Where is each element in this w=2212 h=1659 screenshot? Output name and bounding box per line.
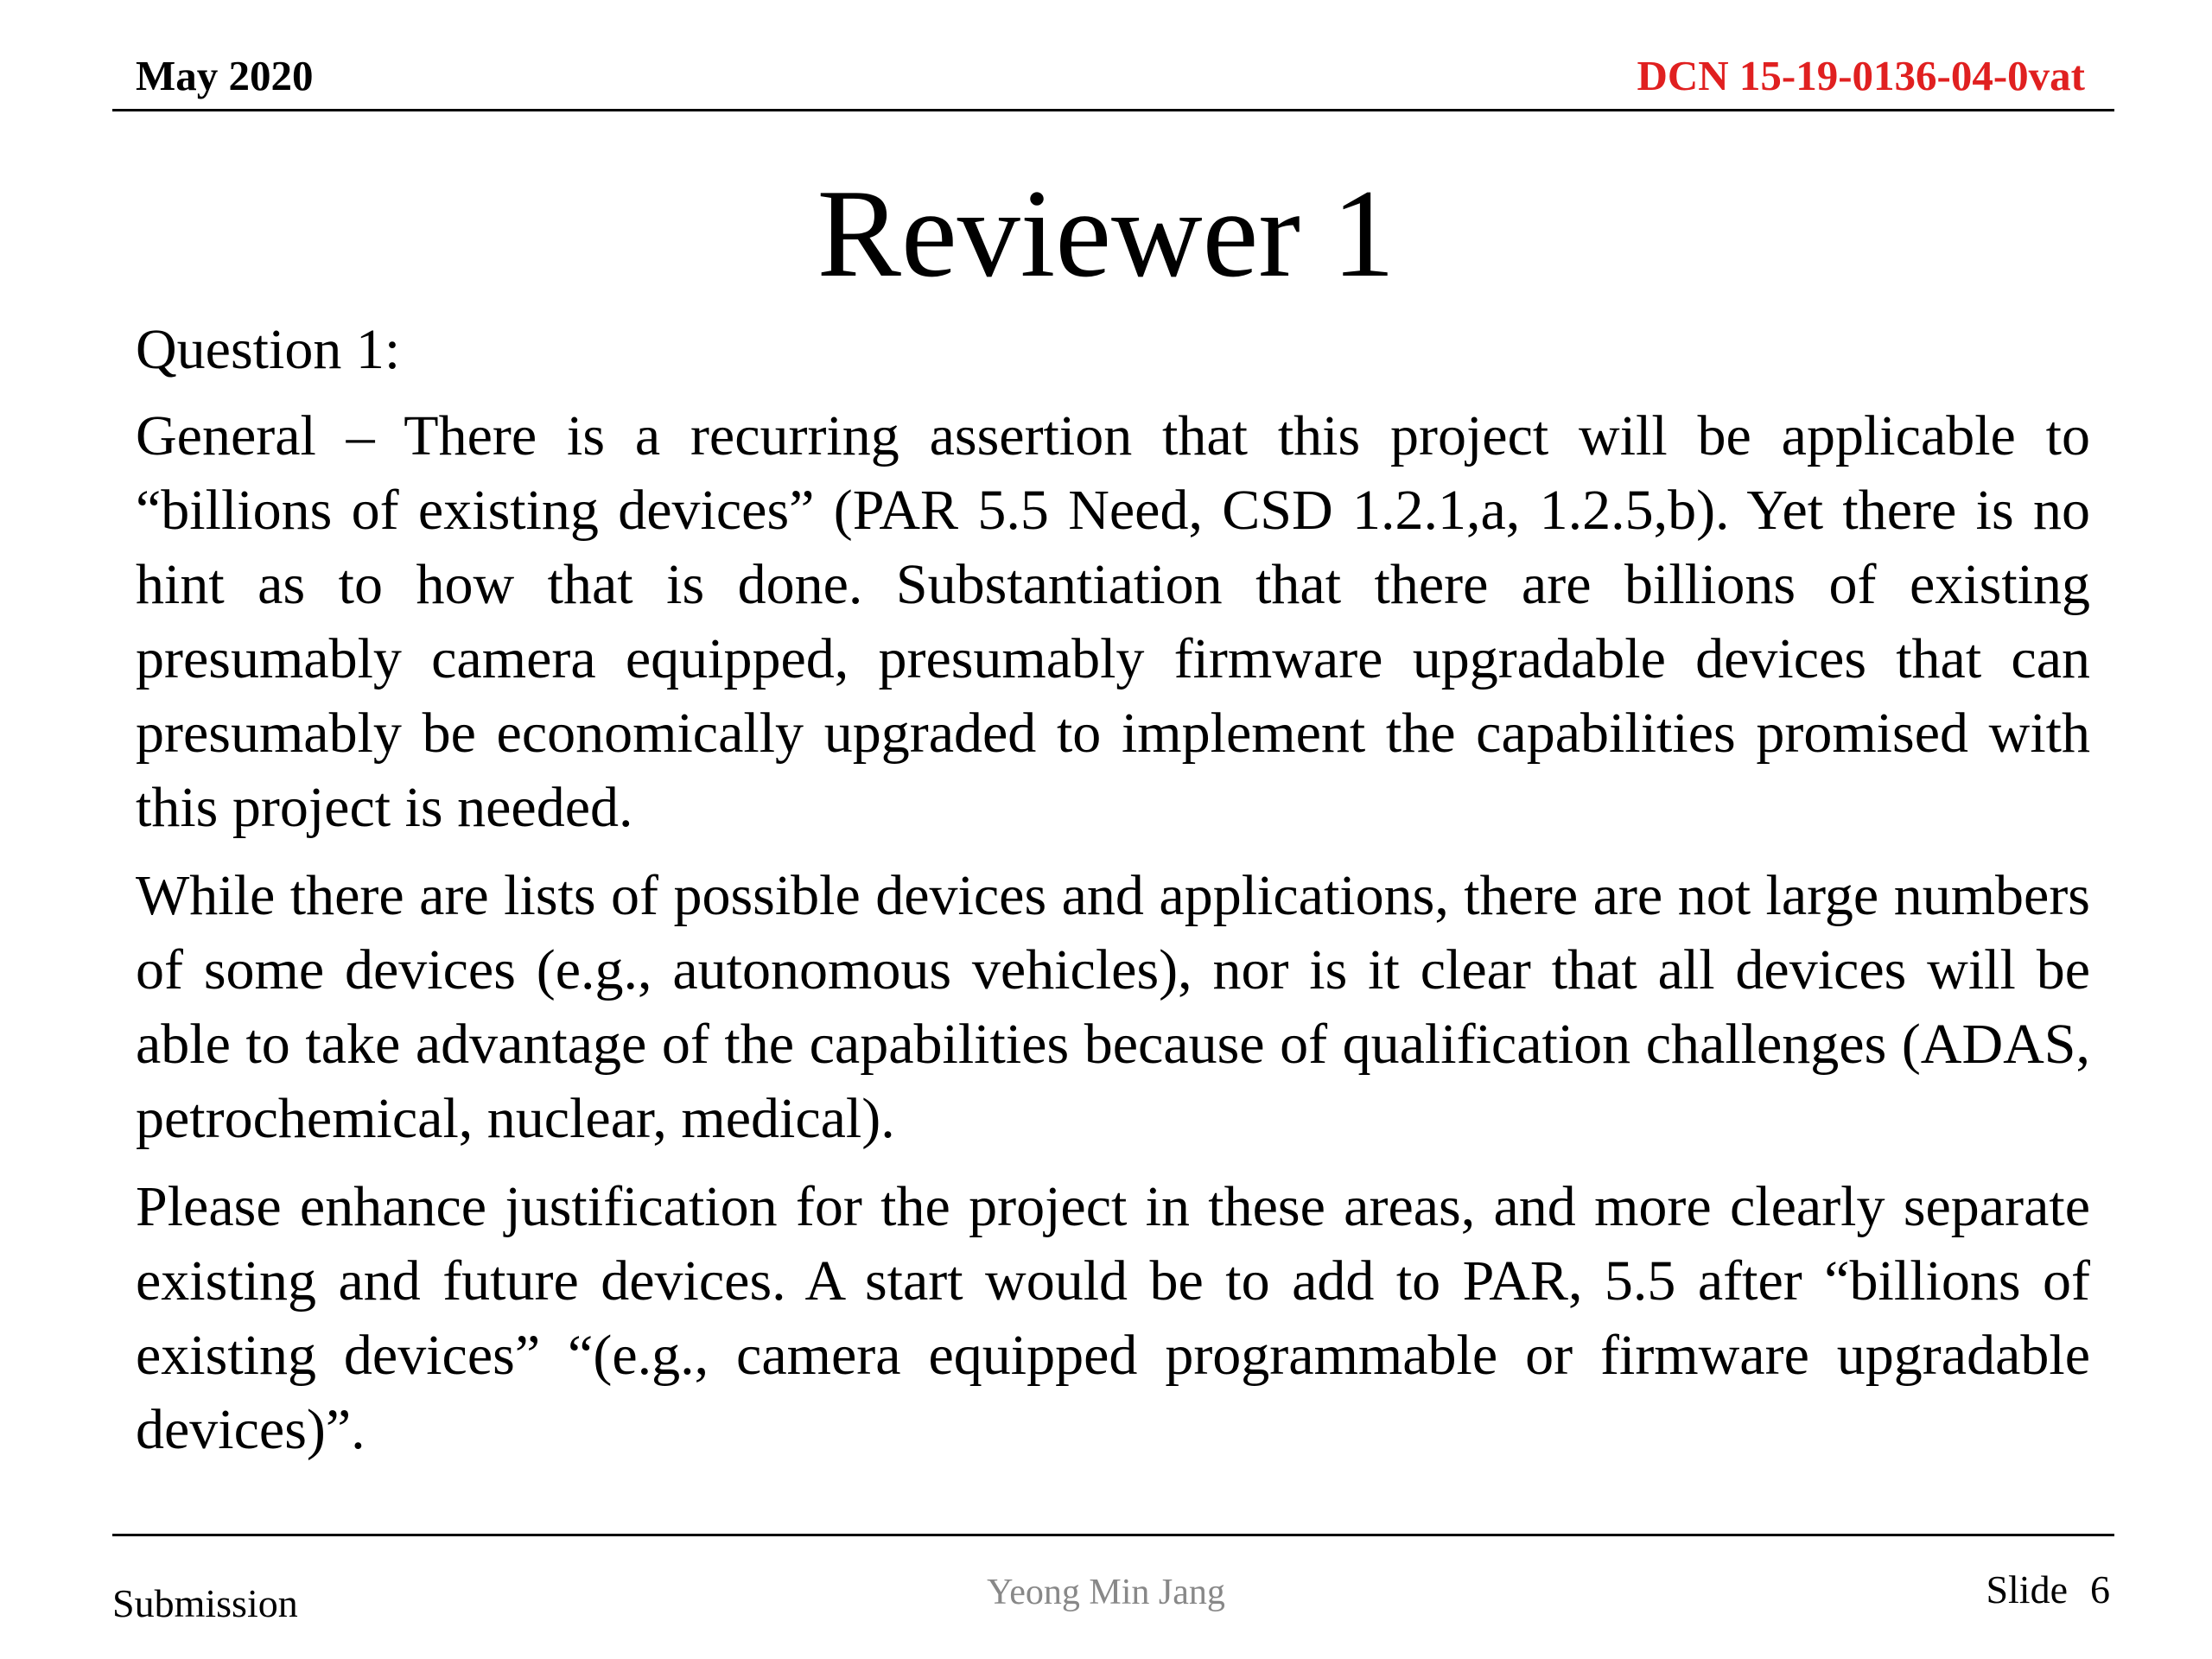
- footer-author: Yeong Min Jang: [987, 1573, 1225, 1612]
- header-divider: [112, 109, 2114, 111]
- header-date: May 2020: [136, 52, 314, 99]
- body-paragraph-general: General – There is a recurring assertion that this project will be applicable to “billions of existing devices” (PAR 5.5 Need, CSD 1.2.1,a, 1.2.5,b). Yet there is no hint as to how that is done. Substantiation that there are billions of existing presumably camera equipped, presumably firmware upgradable devices that can presumably be economically upgraded to implement the capabilities promised with this project is needed.: [136, 404, 2090, 839]
- header-document-number: DCN 15-19-0136-04-0vat: [1637, 52, 2085, 99]
- slide-title: Reviewer 1: [817, 163, 1395, 303]
- footer-divider: [112, 1534, 2114, 1536]
- body-paragraph-devices: While there are lists of possible devices and applications, there are not large numbers of some devices (e.g., autonomous vehicles), nor is it clear that all devices will be able to take advantage of the capabilities because of qualification challenges (ADAS, petrochemical, nuclear, medical).: [136, 864, 2090, 1150]
- body-paragraph-request: Please enhance justification for the project in these areas, and more clearly separate existing and future devices. A start would be to add to PAR, 5.5 after “billions of existing devices” “(e.g., camera equipped programmable or firmware upgradable devices)”.: [136, 1175, 2090, 1461]
- question-label: Question 1:: [136, 318, 401, 381]
- footer-slide-number: [1986, 1566, 2110, 1614]
- slide-number: 6: [2090, 1567, 2110, 1611]
- slide-label: Slide: [1986, 1567, 2068, 1611]
- footer-submission: Submission: [112, 1581, 298, 1625]
- slide-body: [136, 313, 2090, 1481]
